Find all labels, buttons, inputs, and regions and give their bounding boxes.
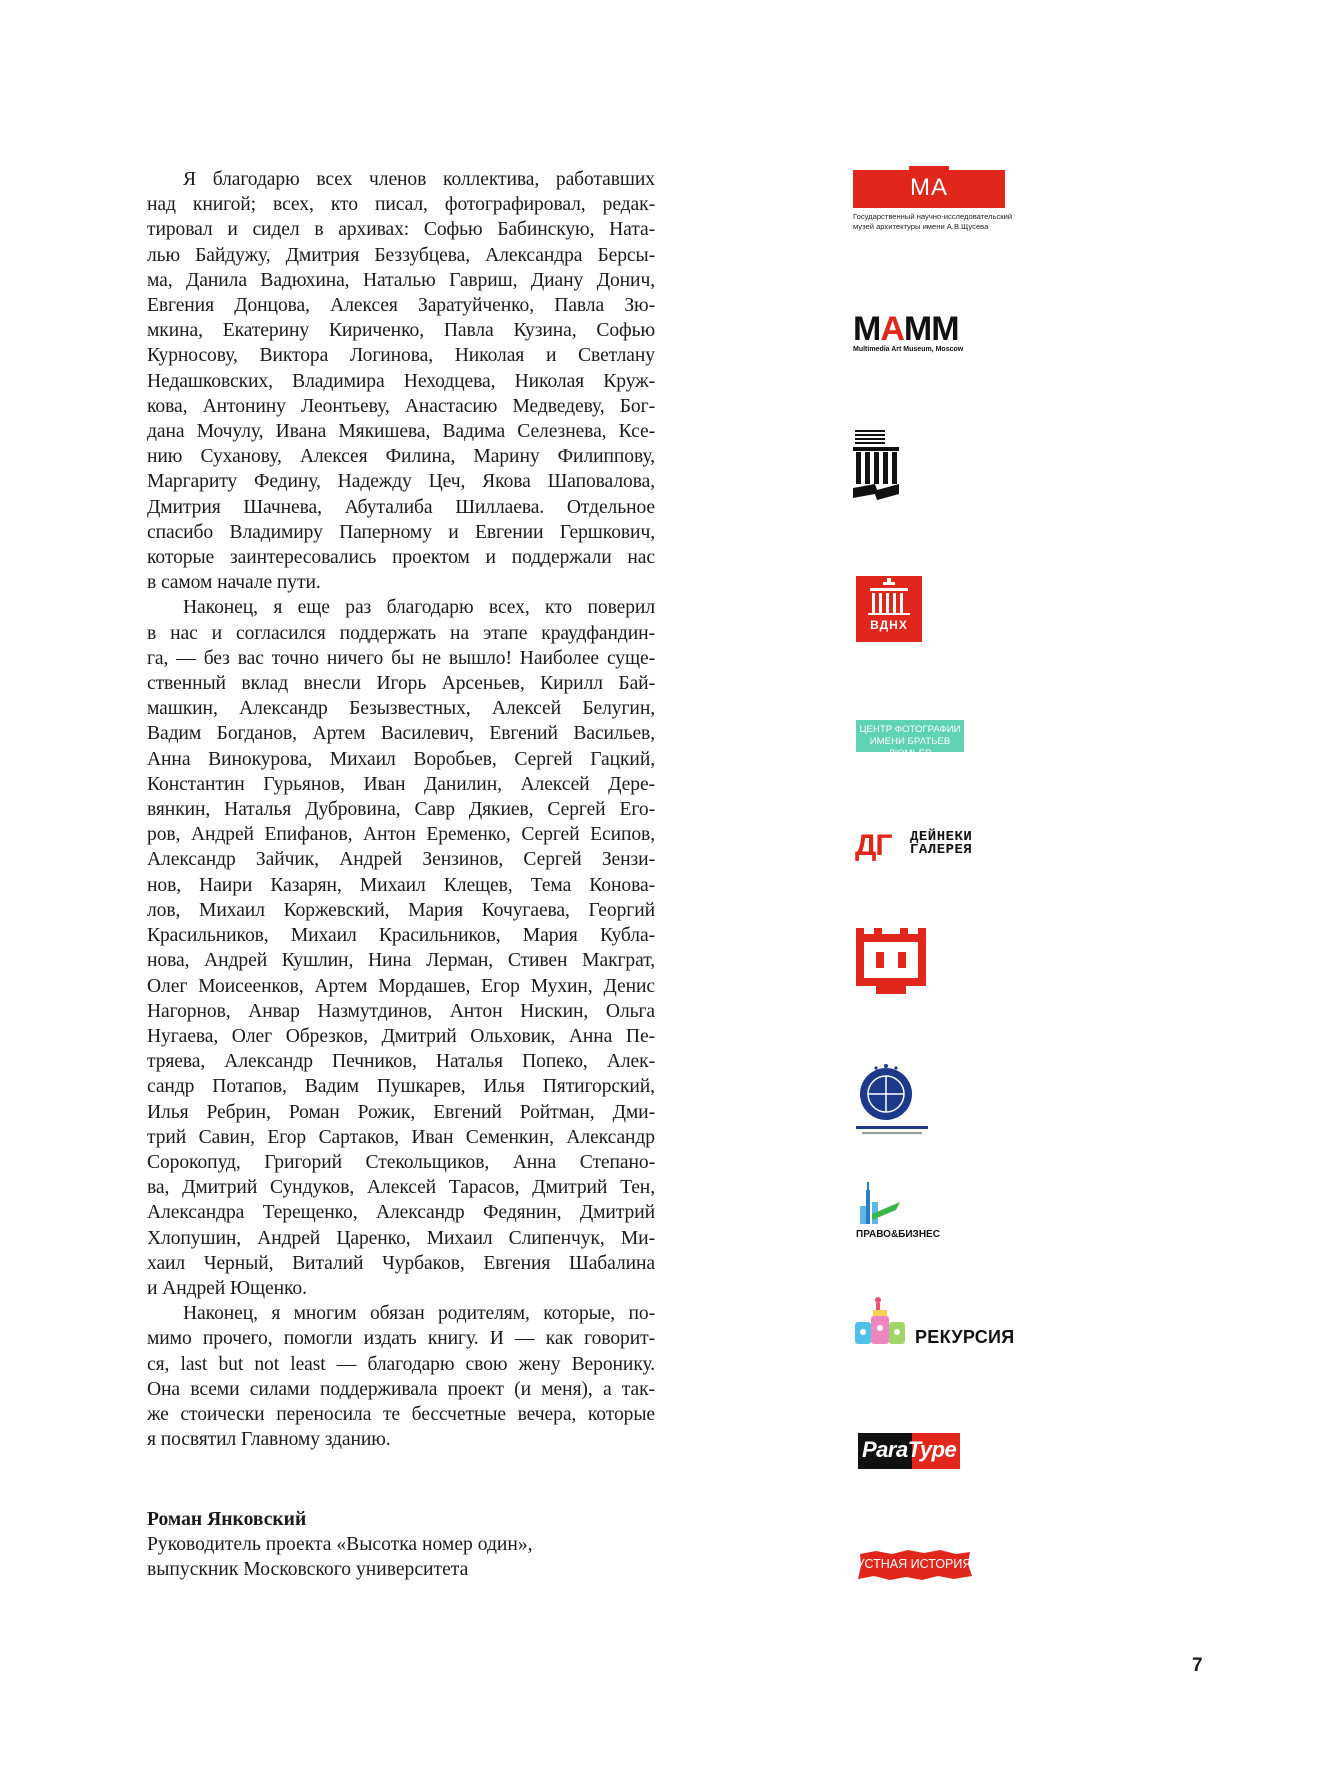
text-line: Курносову, Виктора Логинова, Николая и Светлану: [147, 345, 655, 367]
mesi-emblem-icon: [856, 1060, 938, 1140]
text-line: в самом начале пути.: [147, 572, 321, 594]
text-line: Вадим Богданов, Артем Василевич, Евгений Васильев,: [147, 723, 655, 745]
text-line: в нас и согласился поддержать на этапе краудфандин-: [147, 622, 655, 644]
signature-block: [147, 1507, 667, 1583]
text-line: Александр Зайчик, Андрей Зензинов, Сергей Зензи-: [147, 849, 655, 871]
mamm-mark-part: MM: [903, 310, 959, 348]
text-line: Нагорнов, Анвар Назмутдинов, Антон Нискин, Ольга: [147, 1000, 655, 1022]
gallery-line: ГАЛЕРЕЯ: [910, 842, 973, 858]
deineka-gallery-logo: [855, 829, 1005, 861]
museum-architecture-logo: [853, 170, 1013, 235]
oral-history-logo: [856, 1548, 972, 1582]
author-name: Роман Янковский: [147, 1509, 307, 1530]
text-line: Маргариту Федину, Надежду Цеч, Якова Шаповалова,: [147, 471, 655, 493]
state-library-logo: [853, 430, 903, 500]
ma-mark-text: МА: [910, 174, 948, 201]
text-line: Константин Гурьянов, Иван Данилин, Алексей Дере-: [147, 773, 655, 795]
text-line: га, — без вас точно ничего бы не вышло! Наиболее суще-: [147, 647, 655, 669]
text-line: которые заинтересовались проектом и поддержали нас: [147, 547, 655, 569]
text-line: Александра Терещенко, Александр Федянин, Дмитрий: [147, 1202, 655, 1224]
text-line: ся, last but not least — благодарю свою жену Веронику.: [147, 1353, 655, 1375]
rekursiya-logo: [855, 1296, 1015, 1350]
text-line: ров, Андрей Епифанов, Антон Еременко, Сергей Есипов,: [147, 824, 655, 846]
text-line: Красильников, Михаил Красильников, Мария Кубла-: [147, 925, 655, 947]
text-line: лью Байдужу, Дмитрия Беззубцева, Александра Берсы-: [147, 244, 655, 266]
paratype-word: ParaType: [862, 1437, 957, 1462]
text-line: Она всеми силами поддерживала проект (и меня), а так-: [147, 1378, 655, 1400]
pravo-text: ПРАВО&БИЗНЕС: [856, 1229, 940, 1240]
gallery-words: [910, 831, 972, 857]
text-line: и Андрей Ющенко.: [147, 1277, 307, 1299]
columns-book-icon: [853, 430, 903, 502]
pravo-biznes-logo: [856, 1180, 956, 1242]
text-line: Наконец, я еще раз благодарю всех, кто поверил: [183, 597, 655, 619]
ma-caption: [853, 212, 1013, 232]
text-line: лов, Михаил Коржевский, Мария Кочугаева, Георгий: [147, 899, 655, 921]
mamm-mark: [853, 310, 973, 348]
oral-history-text: УСТНАЯ ИСТОРИЯ: [856, 1557, 972, 1571]
city-skyline-icon: [856, 1180, 916, 1228]
text-line: же стоически переносила те бессчетные вечера, которые: [147, 1403, 655, 1425]
lumiere-line: ЦЕНТР ФОТОГРАФИИ: [859, 724, 961, 735]
text-line: нию Суханову, Алексея Филина, Марину Филиппову,: [147, 446, 655, 468]
text-line: Я благодарю всех членов коллектива, работавших: [183, 169, 655, 190]
pixel-logo: [856, 928, 926, 1000]
rekursiya-word: РЕКУРСИЯ: [915, 1327, 1015, 1347]
text-line: тировал и сидел в архивах: Софью Бабинскую, Ната-: [147, 219, 655, 241]
text-line: сандр Потапов, Вадим Пушкарев, Илья Пятигорский,: [147, 1076, 655, 1098]
author-role-line: выпускник Московского университета: [147, 1559, 469, 1581]
lumiere-line: ИМЕНИ БРАТЬЕВ ЛЮМЬЕР: [869, 736, 951, 759]
vdnh-logo: [856, 576, 922, 642]
mamm-mark-part: A: [880, 310, 904, 348]
pixel-face-icon: [856, 928, 926, 1000]
text-line: Недашковских, Владимира Неходцева, Николая Круж-: [147, 370, 655, 392]
text-line: над книгой; всех, кто писал, фотографировал, редак-: [147, 194, 655, 216]
text-line: ва, Дмитрий Сундуков, Алексей Тарасов, Дмитрий Тен,: [147, 1177, 655, 1199]
text-line: спасибо Владимиру Паперному и Евгении Гершкович,: [147, 521, 655, 543]
text-line: Нугаева, Олег Обрезков, Дмитрий Ольховик, Анна Пе-: [147, 1025, 655, 1047]
text-line: Сорокопуд, Григорий Стекольщиков, Анна Степано-: [147, 1151, 655, 1173]
gallery-mark: ДГ: [855, 829, 892, 862]
mesi-logo: [856, 1060, 938, 1140]
author-role-line: Руководитель проекта «Высотка номер один»,: [147, 1534, 533, 1556]
text-line: нов, Наири Казарян, Михаил Клещев, Тема Конова-: [147, 874, 655, 896]
text-line: вянкин, Наталья Дубровина, Савр Дякиев, Сергей Его-: [147, 799, 655, 821]
text-line: Евгения Донцова, Алексея Заратуйченко, Павла Зю-: [147, 295, 655, 317]
paratype-logo: [858, 1433, 960, 1469]
text-line: дана Мочулу, Ивана Мякишева, Вадима Селезнева, Ксе-: [147, 421, 655, 443]
lumiere-text: [856, 724, 964, 760]
mamm-mark-part: M: [853, 310, 881, 348]
text-line: ма, Данила Вадюхина, Наталью Гавриш, Диану Донич,: [147, 269, 655, 291]
text-line: тряева, Александр Печников, Наталья Попеко, Алек-: [147, 1051, 655, 1073]
mamm-logo: [853, 310, 973, 355]
text-line: нова, Андрей Кушлин, Нина Лерман, Стивен Макграт,: [147, 950, 655, 972]
mamm-subtitle: Multimedia Art Museum, Moscow: [853, 346, 964, 353]
text-line: Хлопушин, Андрей Царенко, Михаил Слипенчук, Ми-: [147, 1227, 655, 1249]
text-line: Илья Ребрин, Роман Рожик, Евгений Ройтман, Дми-: [147, 1101, 655, 1123]
vdnh-text: ВДНХ: [870, 618, 908, 632]
gallery-line: ДЕЙНЕКИ: [910, 829, 973, 845]
text-line: Анна Винокурова, Михаил Воробьев, Сергей Гацкий,: [147, 748, 655, 770]
text-line: мимо прочего, помогли издать книгу. И — как говорит-: [147, 1328, 655, 1350]
ma-caption-line: Государственный научно-исследовательский: [853, 212, 1013, 221]
acknowledgements-text: [147, 167, 655, 1452]
text-line: Дмитрия Шачнева, Абуталиба Шиллаева. Отдельное: [147, 496, 655, 518]
text-line: мкина, Екатерину Кириченко, Павла Кузина, Софью: [147, 320, 655, 342]
colorful-figures-icon: [855, 1296, 915, 1350]
text-line: Наконец, я многим обязан родителям, которые, по-: [183, 1303, 655, 1325]
ma-mark: [853, 170, 1005, 208]
arch-icon: [856, 576, 922, 618]
text-line: кова, Антонину Леонтьеву, Анастасию Медведеву, Бог-: [147, 395, 655, 417]
text-line: машкин, Александр Безызвестных, Алексей Белугин,: [147, 698, 655, 720]
text-line: хаил Черный, Виталий Чурбаков, Евгения Шабалина: [147, 1252, 655, 1274]
ma-caption-line: музей архитектуры имени А.В.Щусева: [853, 222, 989, 231]
page-number: 7: [1192, 1655, 1203, 1676]
lumiere-center-logo: [856, 720, 964, 759]
text-line: Олег Моисеенков, Артем Мордашев, Егор Мухин, Денис: [147, 975, 655, 997]
text-line: я посвятил Главному зданию.: [147, 1429, 391, 1451]
text-line: ственный вклад внесли Игорь Арсеньев, Кирилл Бай-: [147, 673, 655, 695]
text-line: трий Савин, Егор Сартаков, Иван Семенкин, Александр: [147, 1126, 655, 1148]
